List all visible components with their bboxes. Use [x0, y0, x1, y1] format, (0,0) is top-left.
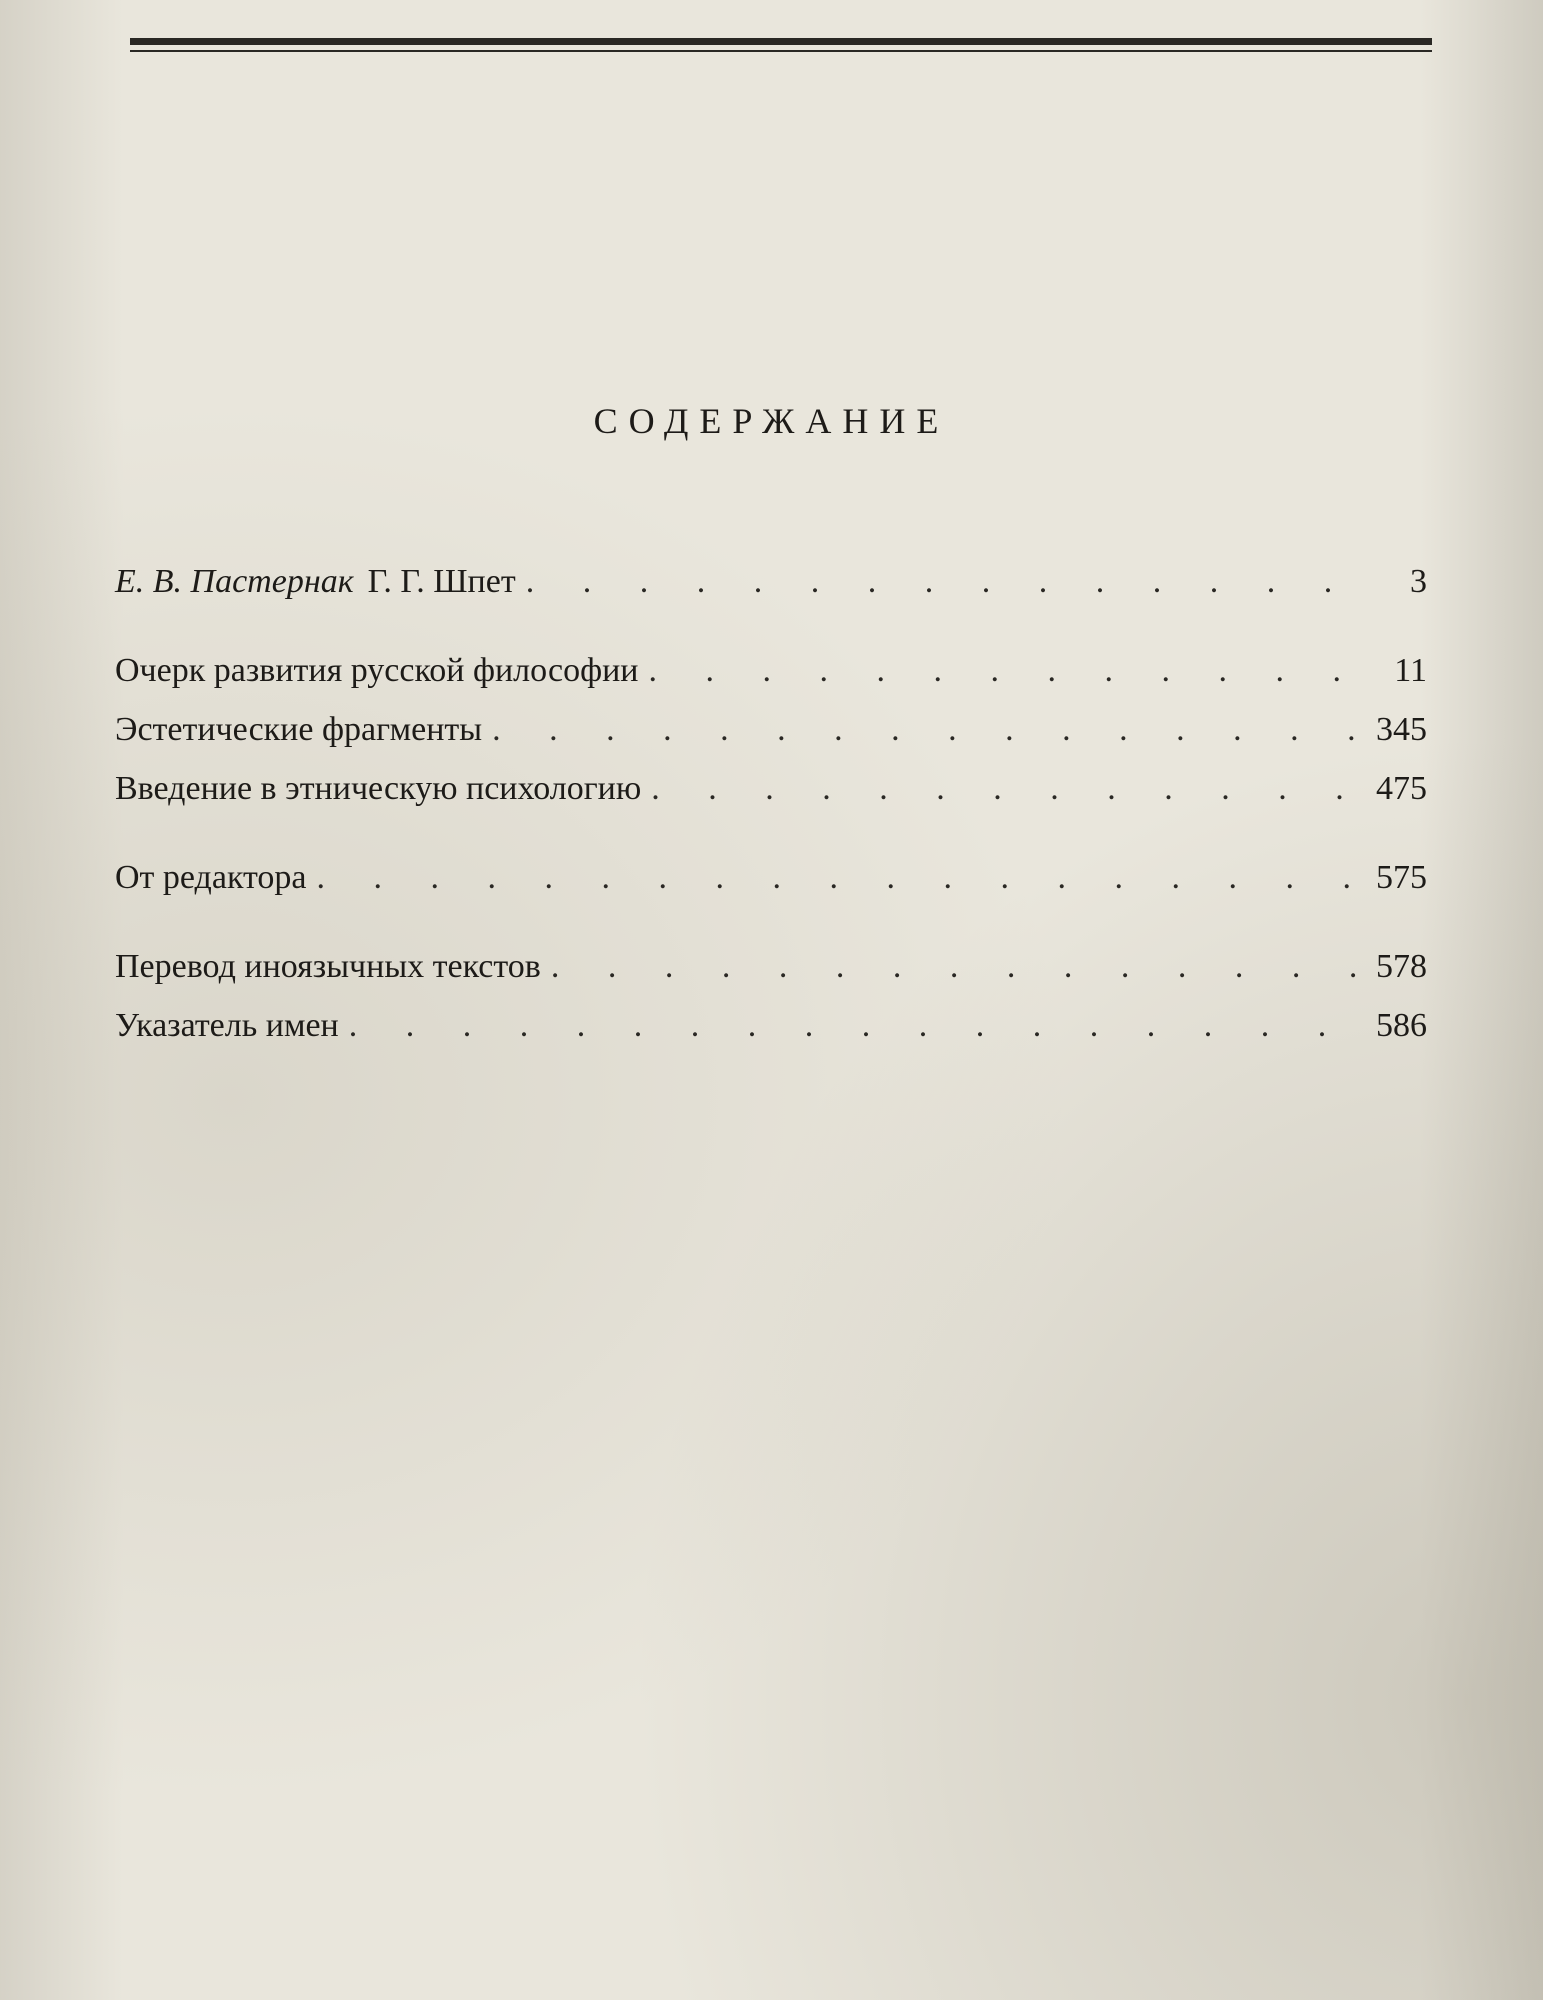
dot-leader — [492, 710, 1366, 750]
header-rule-thick — [130, 38, 1432, 45]
dot-leader — [649, 651, 1368, 691]
toc-entry-title: Указатель имен — [115, 1007, 339, 1044]
toc-entry-title: Введение в этническую психологию — [115, 770, 642, 807]
toc-entry-page: 575 — [1376, 859, 1427, 896]
toc-entry-page: 345 — [1376, 711, 1427, 748]
toc-entry-title: Эстетические фрагменты — [115, 711, 483, 748]
toc-entry — [115, 858, 1427, 898]
toc-entry-page: 11 — [1394, 652, 1427, 689]
toc-entry-title: Очерк развития русской философии — [115, 652, 639, 689]
toc-entry-page: 3 — [1410, 563, 1427, 600]
toc-entry — [115, 1006, 1427, 1046]
toc-entry — [115, 562, 1427, 602]
dot-leader — [317, 858, 1366, 898]
toc-entry-author: Е. В. Пастернак — [115, 563, 354, 600]
toc-entry — [115, 710, 1427, 750]
toc-entry-page: 475 — [1376, 770, 1427, 807]
toc-entry-page: 586 — [1376, 1007, 1427, 1044]
header-rule-thin — [130, 50, 1432, 52]
dot-leader — [349, 1006, 1366, 1046]
toc-entry — [115, 769, 1427, 809]
toc-entry-title: От редактора — [115, 859, 307, 896]
toc-entry-page: 578 — [1376, 948, 1427, 985]
toc-entry-title: Г. Г. Шпет — [367, 563, 516, 600]
dot-leader — [551, 947, 1366, 987]
toc-entry — [115, 651, 1427, 691]
toc-entry — [115, 947, 1427, 987]
dot-leader — [651, 769, 1366, 809]
dot-leader — [526, 562, 1367, 602]
toc-entry-title: Перевод иноязычных текстов — [115, 948, 541, 985]
contents-heading: СОДЕРЖАНИЕ — [593, 401, 950, 441]
